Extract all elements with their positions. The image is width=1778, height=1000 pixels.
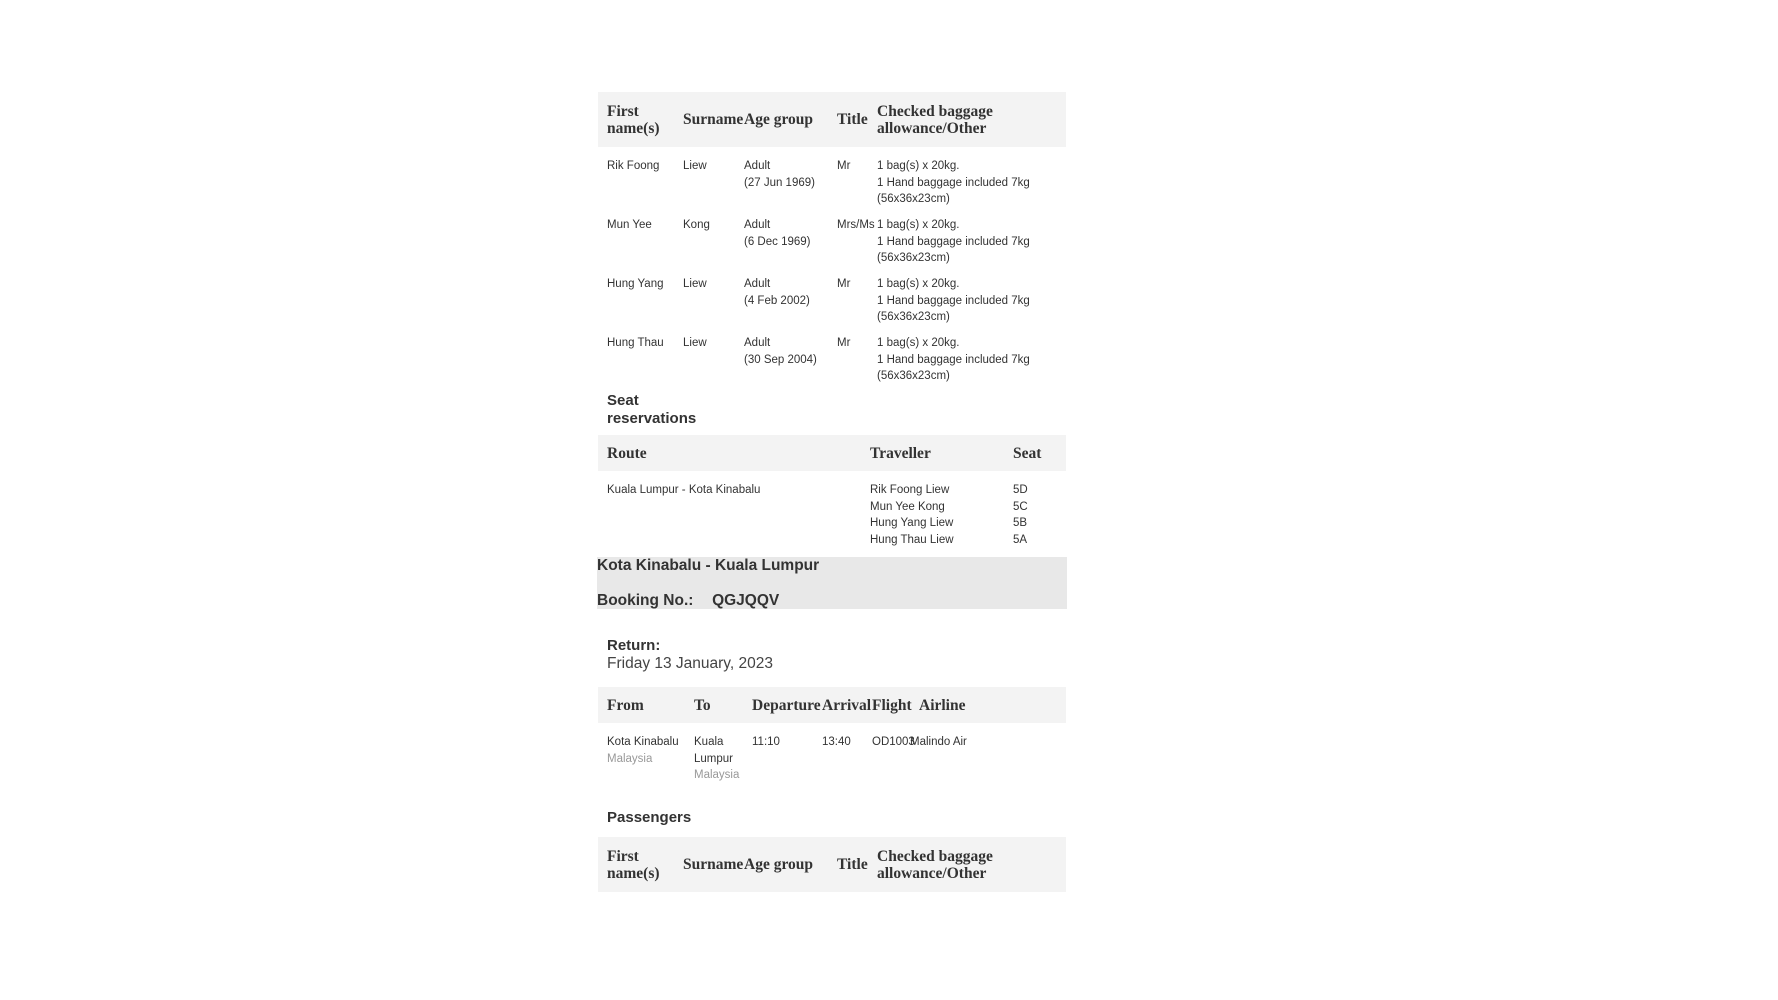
seat-reservation-row (598, 482, 1066, 557)
date-of-birth: (4 Feb 2002) (744, 294, 810, 307)
col-seat: Seat (1013, 444, 1042, 462)
col-age-group: Age group (744, 856, 814, 873)
col-age-group: Age group (744, 111, 814, 128)
col-first-name: First name(s) (607, 847, 660, 882)
passengers-table-header (598, 92, 1066, 147)
seat-number: 5A (1013, 533, 1028, 546)
seat-number: 5C (1013, 500, 1028, 513)
passenger-surname: Kong (683, 219, 710, 231)
to-city-line1: Kuala (694, 736, 724, 748)
hand-baggage-dimensions: (56x36x23cm) (877, 252, 950, 264)
hand-baggage: 1 Hand baggage included 7kg (877, 176, 1030, 189)
passengers-table-header-2 (598, 837, 1066, 892)
age-group-value: Adult (744, 160, 771, 172)
hand-baggage-dimensions: (56x36x23cm) (877, 370, 950, 382)
passenger-baggage (868, 158, 1064, 217)
seat-travellers (861, 482, 1004, 557)
passenger-row (598, 276, 1066, 335)
age-group-value: Adult (744, 337, 771, 349)
flight-row (598, 734, 1066, 809)
col-baggage: Checked baggage allowance/Other (877, 847, 993, 882)
checked-baggage: 1 bag(s) x 20kg. (877, 337, 960, 349)
to-country: Malaysia (694, 769, 740, 781)
passenger-first-name: Hung Yang (607, 278, 664, 290)
hand-baggage: 1 Hand baggage included 7kg (877, 294, 1030, 307)
col-route: Route (607, 444, 647, 462)
passenger-title: Mr (837, 160, 851, 172)
return-section (598, 637, 1066, 679)
col-airline: Airline (919, 696, 966, 714)
passenger-first-name: Rik Foong (607, 160, 660, 172)
date-of-birth: (30 Sep 2004) (744, 353, 817, 366)
seat-reservations-heading: Seat reservations (607, 392, 697, 427)
seat-traveller: Hung Thau Liew (870, 533, 954, 546)
return-route-title: Kota Kinabalu - Kuala Lumpur (597, 557, 820, 574)
passenger-title: Mr (837, 337, 851, 349)
col-title: Title (837, 111, 868, 128)
col-surname: Surname (683, 856, 744, 873)
col-to: To (694, 696, 711, 714)
col-first-name: First name(s) (607, 102, 660, 137)
seat-traveller: Hung Yang Liew (870, 517, 954, 529)
seat-route: Kuala Lumpur - Kota Kinabalu (607, 484, 761, 496)
arrival-time: 13:40 (822, 736, 851, 748)
date-of-birth: (6 Dec 1969) (744, 235, 811, 248)
from-city: Kota Kinabalu (607, 736, 679, 748)
booking-number-value: QGJQQV (712, 592, 780, 609)
seat-traveller: Rik Foong Liew (870, 484, 950, 496)
passenger-age-group (735, 158, 828, 217)
col-flight: Flight (872, 696, 912, 714)
checked-baggage: 1 bag(s) x 20kg. (877, 278, 960, 290)
passenger-row (598, 158, 1066, 217)
passenger-title: Mr (837, 278, 851, 290)
airline-name: Malindo Air (910, 736, 967, 748)
flight-from (598, 734, 685, 809)
return-route-band (597, 557, 1067, 609)
passenger-first-name: Mun Yee (607, 219, 652, 231)
seat-traveller: Mun Yee Kong (870, 500, 945, 513)
from-country: Malaysia (607, 752, 653, 765)
age-group-value: Adult (744, 219, 771, 231)
passenger-baggage (868, 217, 1064, 276)
hand-baggage: 1 Hand baggage included 7kg (877, 353, 1030, 366)
itinerary-document (598, 92, 1066, 892)
departure-time: 11:10 (752, 736, 780, 748)
hand-baggage-dimensions: (56x36x23cm) (877, 193, 950, 205)
flight-table-header (598, 687, 1066, 723)
passenger-age-group (735, 335, 828, 392)
date-of-birth: (27 Jun 1969) (744, 176, 815, 189)
passenger-age-group (735, 276, 828, 335)
passenger-row (598, 335, 1066, 392)
passenger-first-name: Hung Thau (607, 337, 664, 349)
booking-number (597, 592, 779, 610)
col-baggage: Checked baggage allowance/Other (877, 102, 993, 137)
to-city-line2: Lumpur (694, 752, 733, 765)
booking-number-label: Booking No.: (597, 592, 694, 609)
flight-number: OD1003 (872, 736, 915, 748)
seat-number: 5B (1013, 517, 1028, 529)
age-group-value: Adult (744, 278, 771, 290)
hand-baggage-dimensions: (56x36x23cm) (877, 311, 950, 323)
passenger-baggage (868, 335, 1064, 392)
col-traveller: Traveller (870, 444, 931, 462)
checked-baggage: 1 bag(s) x 20kg. (877, 160, 960, 172)
flight-to (685, 734, 743, 809)
passenger-age-group (735, 217, 828, 276)
col-surname: Surname (683, 111, 744, 128)
col-from: From (607, 696, 644, 714)
seat-table-header (598, 435, 1066, 471)
col-arrival: Arrival (822, 696, 872, 714)
passenger-baggage (868, 276, 1064, 335)
hand-baggage: 1 Hand baggage included 7kg (877, 235, 1030, 248)
passenger-surname: Liew (683, 337, 707, 349)
col-title: Title (837, 856, 868, 873)
passengers-heading: Passengers (607, 809, 692, 826)
passenger-row (598, 217, 1066, 276)
passenger-surname: Liew (683, 278, 707, 290)
seat-number: 5D (1013, 484, 1028, 496)
return-date: Friday 13 January, 2023 (607, 655, 774, 672)
passenger-surname: Liew (683, 160, 707, 172)
seat-numbers (1004, 482, 1064, 557)
return-label: Return: (607, 637, 661, 654)
checked-baggage: 1 bag(s) x 20kg. (877, 219, 960, 231)
passenger-title: Mrs/Ms (837, 219, 875, 231)
col-departure: Departure (752, 696, 821, 714)
